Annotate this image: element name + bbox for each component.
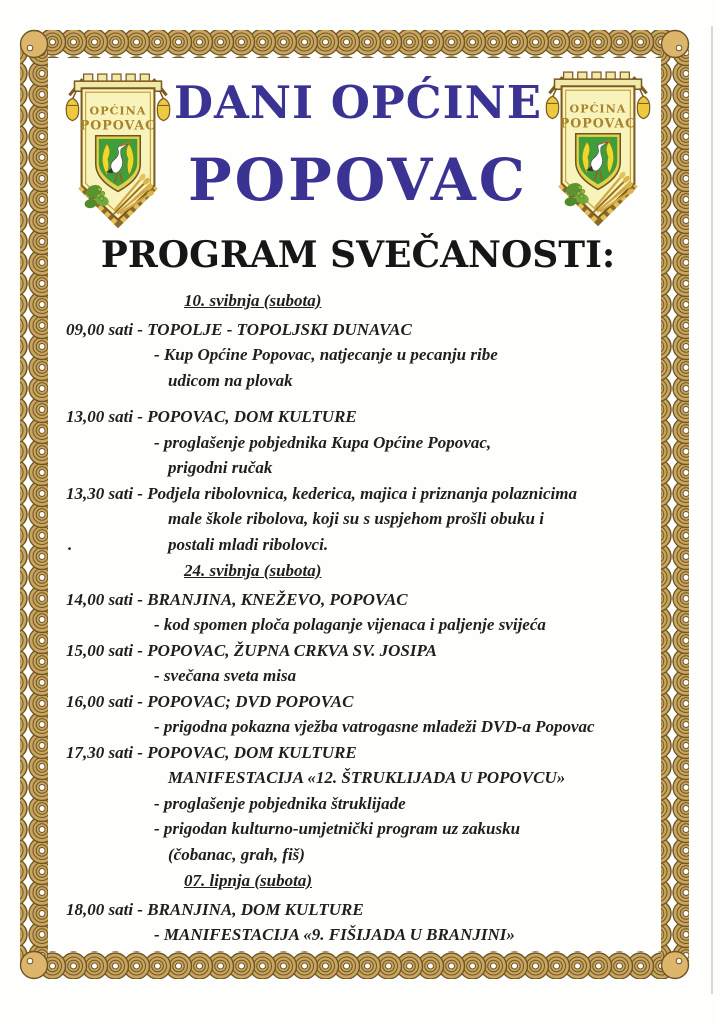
time-label: 13,00 sati - [66,407,143,426]
schedule-section [66,288,664,557]
time-label: 16,00 sati - [66,691,143,711]
schedule-line [66,922,664,948]
time-label: 13,30 sati - [66,483,143,503]
schedule-line [66,816,664,842]
line-text: - prigodna pokazna vježba vatrogasne mladeži DVD-a Popovac [154,717,595,736]
schedule-line [66,404,664,430]
schedule-section [66,558,664,867]
schedule-line [66,638,664,664]
line-text: - kod spomen ploča polaganje vijenaca i paljenje svijeća [154,615,546,634]
line-text: - proglašenje pobjednika štruklijade [154,793,406,813]
section-date: 07. lipnja (subota) [184,871,312,890]
line-text: male škole ribolova, koji su s uspjehom prošli obuku i [168,509,544,528]
time-label: 14,00 sati - [66,589,143,609]
schedule-line [66,455,664,481]
line-text: POPOVAC; DVD POPOVAC [147,691,354,711]
schedule-line [66,368,664,394]
time-label: 17,30 sati - [66,742,143,762]
schedule-line [66,342,664,368]
line-text: - proglašenje pobjednika Kupa Općine Popovac, [154,432,492,452]
time-label: 09,00 sati - [66,319,143,339]
schedule [66,287,664,948]
line-text: - MANIFESTACIJA «9. FIŠIJADA U BRANJINI» [154,925,515,944]
schedule-line [66,897,664,923]
schedule-line [66,689,664,715]
line-text: - Kup Općine Popovac, natjecanje u pecanju ribe [154,345,498,364]
program-heading: PROGRAM SVEČANOSTI: [100,234,616,276]
line-text: MANIFESTACIJA «12. ŠTRUKLIJADA U POPOVCU» [168,768,566,787]
line-text: BRANJINA, KNEŽEVO, POPOVAC [147,589,408,609]
line-text: Podjela ribolovnica, kederica, majica i priznanja polaznicima [147,483,577,503]
line-text: POPOVAC, ŽUPNA CRKVA SV. JOSIPA [147,640,437,660]
line-text: POPOVAC, DOM KULTURE [147,742,357,762]
schedule-line [66,612,664,638]
schedule-section [66,868,664,948]
line-text: udicom na plovak [168,370,293,390]
schedule-line [66,532,664,558]
poster-title-line2: POPOVAC [188,146,528,214]
schedule-line [66,663,664,689]
schedule-line [66,765,664,791]
schedule-line [66,430,664,456]
schedule-line [66,842,664,868]
line-text: - prigodan kulturno-umjetnički program uz zakusku [154,819,521,838]
poster-title-line1: DANI OPĆINE [173,76,543,129]
time-label: 15,00 sati - [66,640,143,660]
time-label: 18,00 sati - [66,899,143,919]
stray-period: . [68,534,73,554]
line-text: TOPOLJE - TOPOLJSKI DUNAVAC [147,319,412,339]
section-date: 10. svibnja (subota) [184,291,322,310]
line-text: postali mladi ribolovci. [168,534,329,554]
line-text: (čobanac, grah, fiš) [168,844,305,864]
line-text: BRANJINA, DOM KULTURE [147,899,364,919]
schedule-line [66,506,664,532]
schedule-line [66,317,664,343]
schedule-line [66,791,664,817]
line-text: POPOVAC, DOM KULTURE [147,407,357,426]
schedule-line [66,587,664,613]
section-date: 24. svibnja (subota) [184,561,322,580]
schedule-line [66,714,664,740]
line-text: prigodni ručak [168,458,273,477]
line-text: - svečana sveta misa [154,666,297,685]
schedule-line [66,481,664,507]
schedule-line [66,740,664,766]
